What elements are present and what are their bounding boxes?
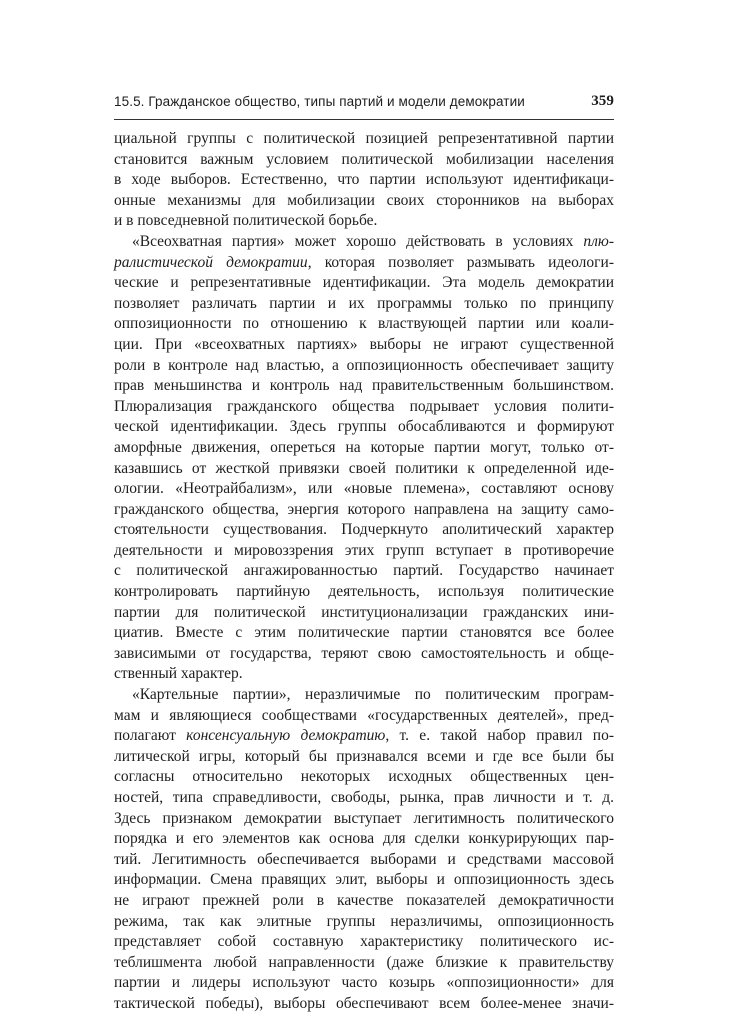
text-line: согласны относительно некоторых исходных общественных цен- — [114, 768, 614, 786]
text-line: полагают консенсуальную демократию, т. е. такой набор правил по- — [114, 727, 614, 745]
text-line: Плюрализация гражданского общества подрывает условия полити- — [114, 397, 614, 415]
text-line: становится важным условием политической мобилизации населения — [114, 150, 614, 168]
text-line: ции. При «всеохватных партиях» выборы не играют существенной — [114, 335, 614, 353]
text-line: представляет собой составную характеристику политического ис- — [114, 933, 614, 951]
text-line: информации. Смена правящих элит, выборы и оппозиционность здесь — [114, 871, 614, 889]
text-line: казавшись от жесткой привязки своей политики к определенной иде- — [114, 459, 614, 477]
text-line: гражданского общества, энергия которого направлена на защиту само- — [114, 500, 614, 518]
page-number: 359 — [591, 93, 614, 109]
text-line: тактической победы), выборы обеспечивают всем более-менее значи- — [114, 994, 614, 1012]
text-line: режима, так как элитные группы неразличимы, оппозиционность — [114, 912, 614, 930]
text-line: прав меньшинства и контроль над правительственным большинством. — [114, 377, 614, 395]
text-line: позволяет различать партии и их программы только по принципу — [114, 294, 614, 312]
text-line: «Картельные партии», неразличимые по политическим програм- — [132, 686, 614, 704]
text-line: онные механизмы для мобилизации своих сторонников на выборах — [114, 191, 614, 209]
text-line: теблишмента любой направленности (даже близкие к правительству — [114, 953, 614, 971]
text-line: контролировать партийную деятельность, используя политические — [114, 583, 614, 601]
text-line: ственный характер. — [114, 665, 243, 683]
paragraph — [114, 129, 614, 232]
text-line: с политической ангажированностью партий. Государство начинает — [114, 562, 614, 580]
text-line: стоятельности существования. Подчеркнуто аполитический характер — [114, 521, 614, 539]
text-line: оппозиционности по отношению к властвующей партии или коали- — [114, 315, 614, 333]
text-line: тий. Легитимность обеспечивается выборами и средствами массовой — [114, 850, 614, 868]
paragraph — [114, 232, 614, 685]
text-line: в ходе выборов. Естественно, что партии используют идентификаци- — [114, 171, 614, 189]
text-line: зависимыми от государства, теряют свою самостоятельность и обще- — [114, 644, 614, 662]
text-line: Здесь признаком демократии выступает легитимность политического — [114, 809, 614, 827]
text-line: партии для политической институционализации гражданских ини- — [114, 603, 614, 621]
text-line: циальной группы с политической позицией репрезентативной партии — [114, 130, 614, 147]
text-line: партии и лидеры используют часто козырь «оппозиционности» для — [114, 974, 614, 992]
text-line: деятельности и мировоззрения этих групп вступает в противоречие — [114, 541, 614, 559]
text-line: ческие и репрезентативные идентификации. Эта модель демократии — [114, 274, 614, 292]
paragraph — [114, 685, 614, 1015]
text-line: ралистической демократии, которая позволяет размывать идеологи- — [114, 253, 614, 271]
text-line: не играют прежней роли в качестве показателей демократичности — [114, 891, 614, 909]
text-line: «Всеохватная партия» может хорошо действовать в условиях плю- — [132, 232, 614, 250]
body-text — [114, 129, 614, 1015]
text-line: ологии. «Неотрайбализм», или «новые племена», составляют основу — [114, 480, 614, 498]
text-line: мам и являющиеся сообществами «государственных деятелей», пред- — [114, 706, 614, 724]
text-line: ческой идентификации. Здесь группы обосабливаются и формируют — [114, 418, 614, 436]
text-line: ностей, типа справедливости, свободы, рынка, прав личности и т. д. — [114, 789, 614, 806]
text-line: аморфные движения, опереться на которые партии могут, только от- — [114, 438, 614, 456]
text-line: циатив. Вместе с этим политические партии становятся все более — [114, 624, 614, 642]
running-header-title: 15.5. Гражданское общество, типы партий и модели демократии — [114, 94, 525, 109]
text-line: литической игры, который бы признавался всеми и где все были бы — [114, 747, 614, 765]
text-line: порядка и его элементов как основа для сделки конкурирующих пар- — [114, 830, 614, 848]
header-rule — [114, 119, 614, 120]
text-line: и в повседневной политической борьбе. — [114, 212, 378, 230]
text-line: роли в контроле над властью, а оппозиционность обеспечивает защиту — [114, 356, 614, 374]
running-header — [114, 92, 614, 114]
